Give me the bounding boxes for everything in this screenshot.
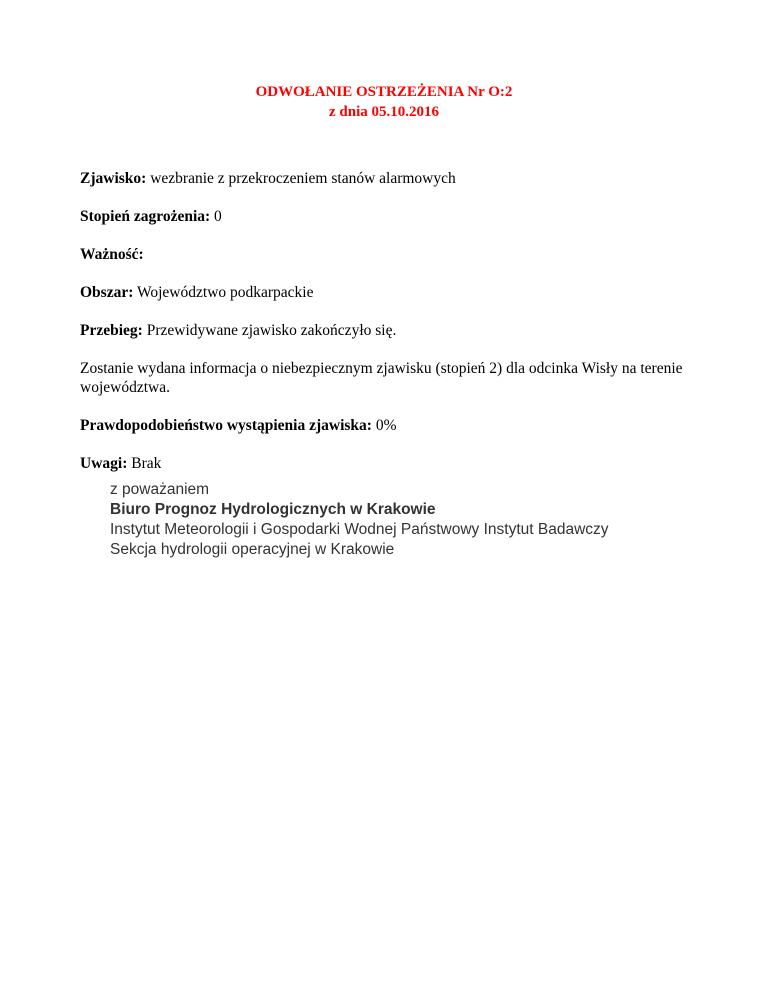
phenomenon-value: wezbranie z przekroczeniem stanów alarmowych — [146, 170, 456, 187]
remarks-value: Brak — [127, 455, 162, 472]
course-label: Przebieg: — [80, 322, 143, 339]
threat-level-value: 0 — [210, 208, 222, 225]
signature-block — [110, 480, 730, 560]
phenomenon-row — [80, 169, 710, 188]
remarks-row — [80, 454, 710, 473]
signature-office: Biuro Prognoz Hydrologicznych w Krakowie — [110, 501, 436, 518]
remarks-label: Uwagi: — [80, 455, 128, 472]
info-paragraph: Zostanie wydana informacja o niebezpiecznym zjawisku (stopień 2) dla odcinka Wisły na terenie województwa. — [80, 360, 683, 396]
validity-label: Ważność: — [80, 246, 144, 263]
document-title: ODWOŁANIE OSTRZEŻENIA Nr O:2 — [255, 84, 513, 100]
threat-level-row — [80, 207, 710, 226]
probability-label: Prawdopodobieństwo wystąpienia zjawiska: — [80, 417, 372, 434]
validity-row — [80, 245, 710, 264]
document-body — [80, 169, 710, 492]
course-row — [80, 321, 710, 340]
signature-section: Sekcja hydrologii operacyjnej w Krakowie — [110, 541, 395, 558]
area-row — [80, 283, 710, 302]
area-value: Województwo podkarpackie — [133, 284, 314, 301]
probability-value: 0% — [371, 417, 397, 434]
document-header — [0, 82, 768, 122]
area-label: Obszar: — [80, 284, 134, 301]
threat-level-label: Stopień zagrożenia: — [80, 208, 211, 225]
document-date: z dnia 05.10.2016 — [328, 104, 439, 120]
phenomenon-label: Zjawisko: — [80, 170, 147, 187]
course-value: Przewidywane zjawisko zakończyło się. — [142, 322, 397, 339]
probability-row — [80, 416, 710, 435]
signature-greeting: z poważaniem — [110, 481, 210, 498]
signature-institute: Instytut Meteorologii i Gospodarki Wodnej Państwowy Instytut Badawczy — [110, 521, 609, 538]
